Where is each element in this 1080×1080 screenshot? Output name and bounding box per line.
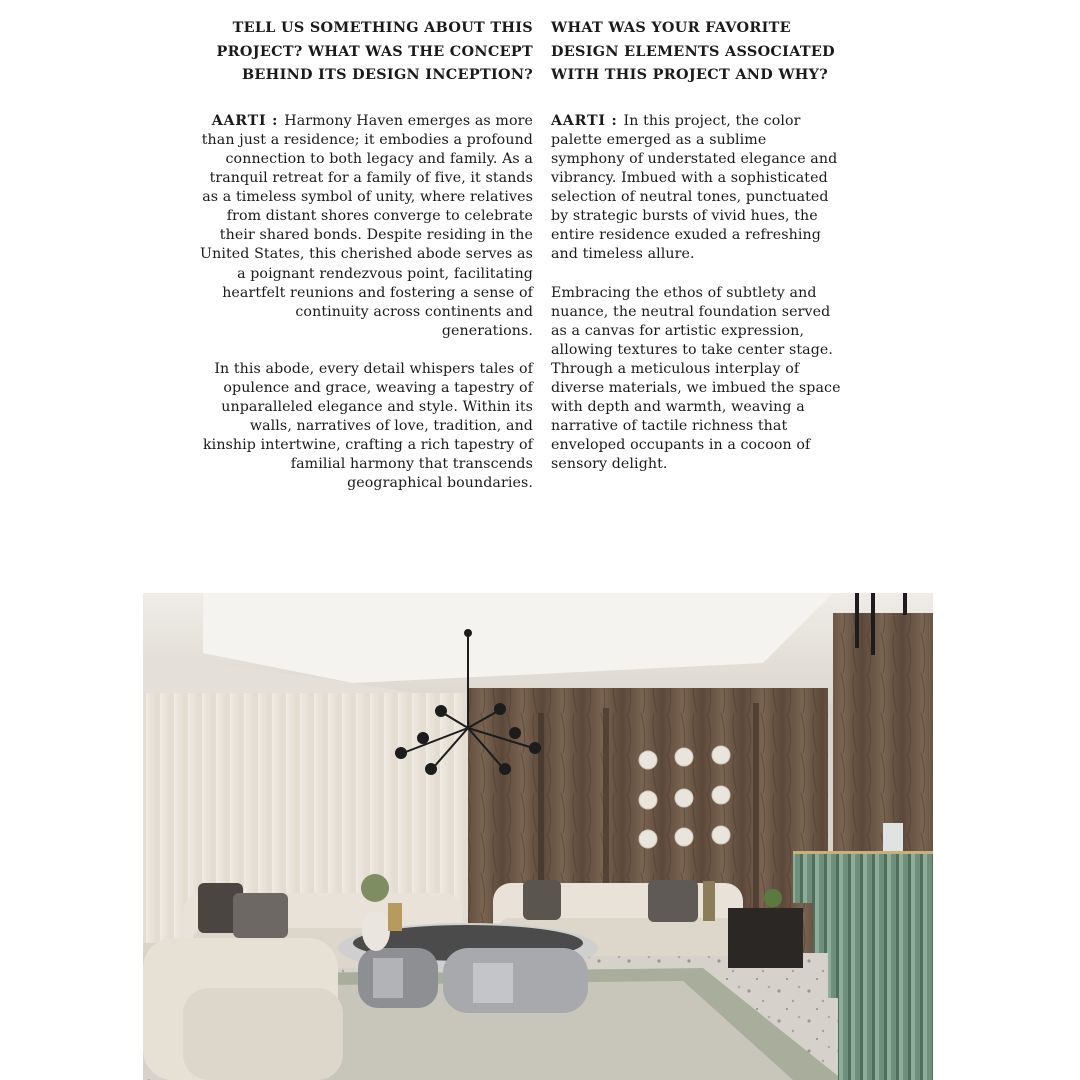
right-speaker: AARTI : — [551, 112, 618, 129]
right-answer-1 — [551, 112, 841, 265]
vase — [362, 911, 390, 951]
right-column — [551, 16, 841, 493]
living-room-photo — [143, 593, 933, 1080]
side-table — [728, 908, 803, 968]
left-question: TELL US SOMETHING ABOUT THIS PROJECT? WHAT WAS THE CONCEPT BEHIND ITS DESIGN INCEPTION? — [216, 19, 533, 84]
right-question: WHAT WAS YOUR FAVORITE DESIGN ELEMENTS ASSOCIATED WITH THIS PROJECT AND WHY? — [551, 19, 835, 84]
left-answer-1 — [200, 112, 533, 341]
left-speaker: AARTI : — [211, 112, 279, 129]
right-answer-2: Embracing the ethos of subtlety and nuance, the neutral foundation served as a canvas for artistic expression, allowing textures to take center stage. Through a meticulous interplay of diverse materials, we imbued the space with depth and warmth, weaving a narrative of tactile richness that enveloped occupants in a cocoon of sensory delight. — [551, 284, 841, 473]
right-answer-1-text: In this project, the color palette emerged as a sublime symphony of understated elegance and vibrancy. Imbued with a sophisticated selection of neutral tones, punctuated by strategic bursts of vivid hues, the entire residence exuded a refreshing and timeless allure. — [551, 112, 838, 263]
wall-art-discs — [639, 746, 730, 848]
armchair — [143, 938, 343, 1080]
left-answer-2: In this abode, every detail whispers tales of opulence and grace, weaving a tapestry of unparalleled elegance and style. Within its walls, narratives of love, tradition, and kinship intertwine, crafting a rich tapestry of familial harmony that transcends geographical boundaries. — [202, 360, 533, 492]
left-column — [200, 16, 533, 513]
left-answer-1-text: Harmony Haven emerges as more than just a residence; it embodies a profound connection to both legacy and family. As a tranquil retreat for a family of five, it stands as a timeless symbol of unity, where relatives from distant shores converge to celebrate their shared bonds. Despite residing in the United States, this cherished abode serves as a poignant rendezvous point, facilitating heartfelt reunions and fostering a sense of continuity across continents and generations. — [200, 112, 533, 339]
